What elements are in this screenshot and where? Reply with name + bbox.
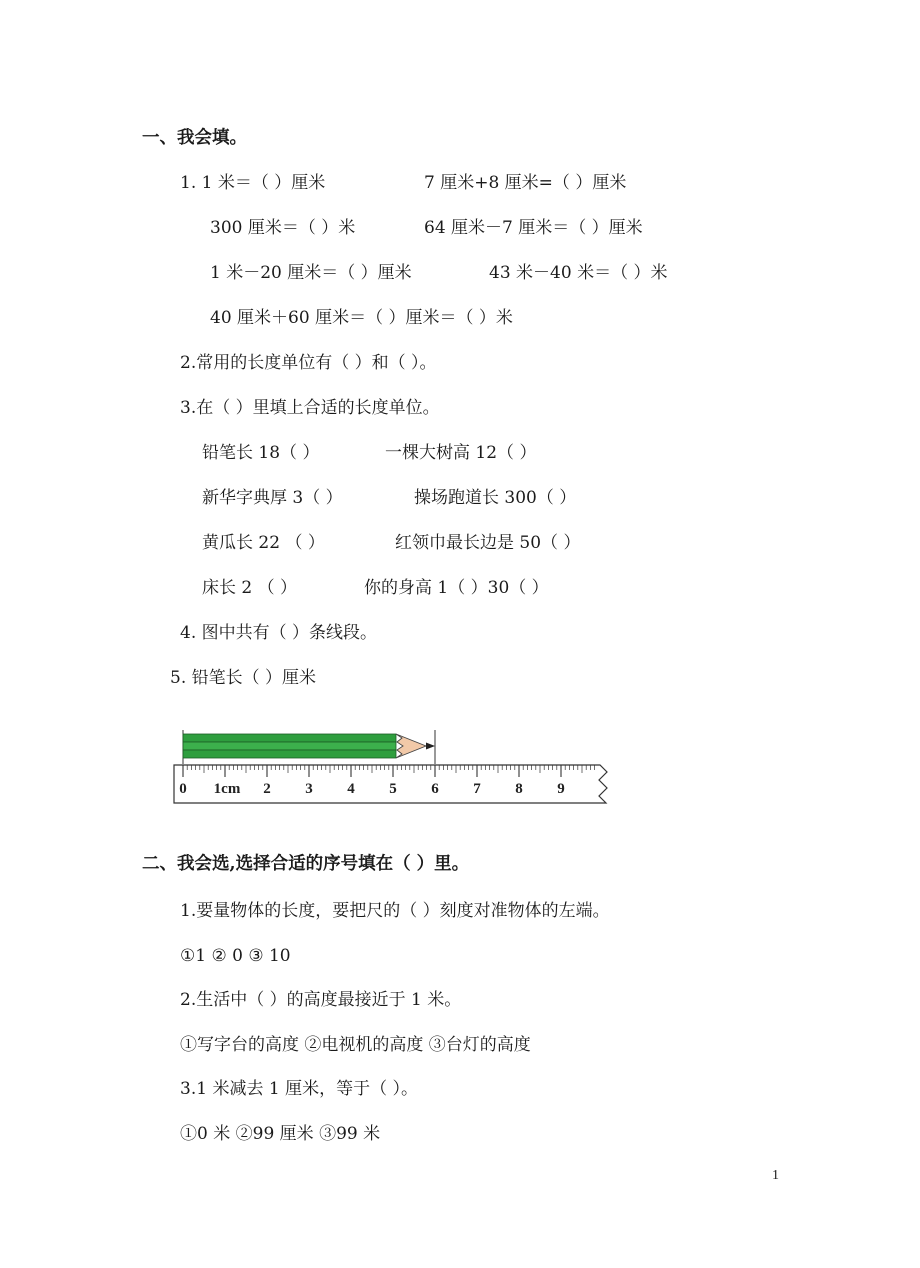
section1-heading: 一、我会填。 bbox=[142, 128, 247, 148]
pencil-ruler-figure bbox=[170, 724, 620, 810]
ruler-tick-label: 4 bbox=[347, 781, 355, 797]
q3-row4-left: 床长 2 （ ） bbox=[202, 578, 298, 598]
q1-row3-left: 1 米－20 厘米＝（ ）厘米 bbox=[210, 263, 412, 283]
s2-q2-options: ①写字台的高度 ②电视机的高度 ③台灯的高度 bbox=[180, 1035, 531, 1055]
q3-row1-left: 铅笔长 18（ ） bbox=[202, 443, 320, 463]
s2-q1-options: ①1 ② 0 ③ 10 bbox=[180, 946, 291, 966]
q1-row1-left: 1. 1 米＝（ ）厘米 bbox=[180, 173, 326, 193]
q5-text: 5. 铅笔长（ ）厘米 bbox=[170, 668, 317, 688]
q3-row2-right: 操场跑道长 300（ ） bbox=[414, 488, 577, 508]
ruler-tick-label: 2 bbox=[263, 781, 271, 797]
ruler-drawing bbox=[170, 724, 620, 810]
q3-row1-right: 一棵大树高 12（ ） bbox=[385, 443, 537, 463]
pencil bbox=[183, 730, 435, 764]
ruler-tick-label: 1cm bbox=[213, 781, 241, 797]
q3-row3-right: 红领巾最长边是 50（ ） bbox=[395, 533, 581, 553]
s2-q3-options: ①0 米 ②99 厘米 ③99 米 bbox=[180, 1124, 381, 1144]
q1-row4: 40 厘米＋60 厘米＝（ ）厘米＝（ ）米 bbox=[210, 308, 513, 328]
ruler bbox=[174, 765, 607, 803]
s2-q3: 3.1 米减去 1 厘米，等于（ ）。 bbox=[180, 1079, 418, 1099]
q3-row3-left: 黄瓜长 22 （ ） bbox=[202, 533, 325, 553]
s2-q1: 1.要量物体的长度，要把尺的（ ）刻度对准物体的左端。 bbox=[180, 901, 610, 921]
s2-q2: 2.生活中（ ）的高度最接近于 1 米。 bbox=[180, 990, 462, 1010]
ruler-tick-label: 3 bbox=[305, 781, 313, 797]
q2-text: 2.常用的长度单位有（ ）和（ ）。 bbox=[180, 353, 437, 373]
q3-text: 3.在（ ）里填上合适的长度单位。 bbox=[180, 398, 440, 418]
q1-row2-left: 300 厘米＝（ ）米 bbox=[210, 218, 356, 238]
q4-text: 4. 图中共有（ ）条线段。 bbox=[180, 623, 378, 643]
q1-row3-right: 43 米－40 米＝（ ）米 bbox=[489, 263, 668, 283]
q3-row4-right: 你的身高 1（ ）30（ ） bbox=[364, 578, 549, 598]
q3-row2-left: 新华字典厚 3（ ） bbox=[202, 488, 343, 508]
ruler-tick-label: 8 bbox=[515, 781, 523, 797]
ruler-tick-label: 9 bbox=[557, 781, 565, 797]
ruler-tick-label: 5 bbox=[389, 781, 397, 797]
page-number: 1 bbox=[772, 1168, 779, 1183]
ruler-tick-label: 0 bbox=[179, 781, 187, 797]
q1-row1-right: 7 厘米+8 厘米=（ ）厘米 bbox=[424, 173, 627, 193]
ruler-tick-label: 7 bbox=[473, 781, 481, 797]
q1-row2-right: 64 厘米－7 厘米＝（ ）厘米 bbox=[424, 218, 643, 238]
section2-heading: 二、我会选,选择合适的序号填在（ ）里。 bbox=[142, 854, 470, 874]
ruler-tick-label: 6 bbox=[431, 781, 439, 797]
